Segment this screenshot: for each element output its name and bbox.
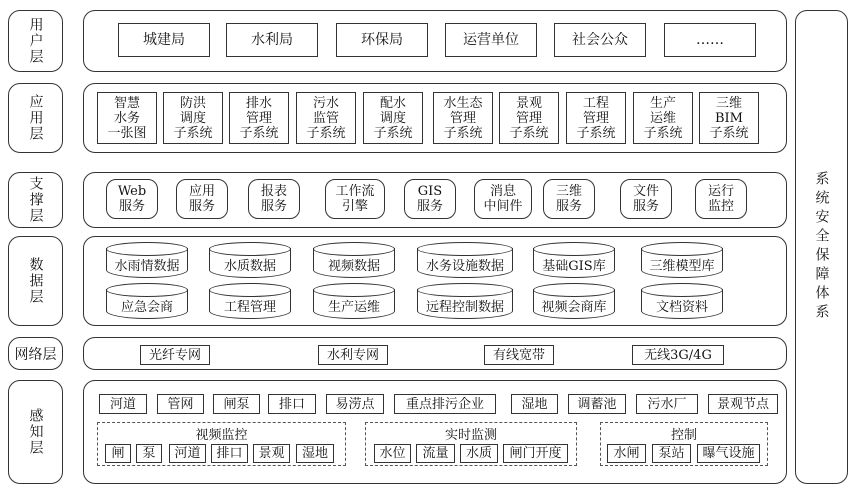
app-subsystem-box — [363, 92, 423, 144]
database-cylinder-top — [417, 242, 513, 256]
network-item: 无线3G/4G — [632, 345, 724, 365]
layer-label-support-text: 支撑层 — [27, 176, 44, 224]
database-cylinder — [417, 242, 513, 278]
perception-item: 管网 — [157, 394, 204, 414]
layer-label-network-text: 网络层 — [14, 346, 57, 363]
app-subsystem-line: 工程 — [582, 95, 609, 111]
perception-item: 排口 — [268, 394, 316, 414]
support-service-pill — [404, 179, 456, 219]
monitoring-group-item: 水位 — [374, 444, 411, 463]
network-item: 光纤专网 — [140, 345, 210, 365]
app-subsystem-line: 调度 — [179, 110, 206, 126]
database-cylinder-top — [533, 283, 615, 297]
app-subsystem-line: 污水 — [312, 95, 339, 111]
app-subsystem-box — [433, 92, 493, 144]
perception-item: 湿地 — [511, 394, 558, 414]
database-cylinder-top — [106, 283, 188, 297]
app-subsystem-line: 子系统 — [373, 125, 413, 141]
database-label: 远程控制数据 — [417, 289, 513, 319]
database-cylinder-top — [209, 283, 291, 297]
database-cylinder — [533, 242, 615, 278]
database-cylinder — [106, 283, 188, 319]
perception-item: 闸泵 — [213, 394, 260, 414]
layer-label-data — [8, 236, 63, 326]
perception-item: 景观节点 — [708, 394, 778, 414]
app-subsystem-line: 管理 — [515, 110, 542, 126]
user-item: …… — [664, 23, 756, 57]
perception-item: 河道 — [99, 394, 147, 414]
layer-label-perception — [8, 380, 63, 484]
support-service-line: 中间件 — [483, 199, 523, 214]
database-label: 视频数据 — [313, 248, 395, 278]
perception-item: 调蓄池 — [568, 394, 626, 414]
app-subsystem-line: 水务 — [113, 110, 140, 126]
app-subsystem-line: 监管 — [312, 110, 339, 126]
support-service-line: 服务 — [188, 199, 215, 214]
app-subsystem-line: 一张图 — [107, 125, 147, 141]
user-item: 社会公众 — [554, 23, 646, 57]
support-service-line: 监控 — [707, 199, 734, 214]
database-cylinder-top — [641, 283, 723, 297]
layer-label-data-text: 数据层 — [27, 257, 44, 305]
app-subsystem-box — [499, 92, 559, 144]
support-service-pill — [176, 179, 228, 219]
database-cylinder-top — [533, 242, 615, 256]
database-label: 水雨情数据 — [106, 248, 188, 278]
support-service-line: 服务 — [260, 199, 287, 214]
app-subsystem-line: 三维 — [715, 95, 742, 111]
support-service-line: 服务 — [118, 199, 145, 214]
database-cylinder — [641, 283, 723, 319]
security-system-text: 系统安全保障体系 — [813, 171, 830, 323]
perception-item: 重点排污企业 — [394, 394, 496, 414]
app-subsystem-line: 配水 — [379, 95, 406, 111]
app-subsystem-line: 子系统 — [239, 125, 279, 141]
perception-item: 易涝点 — [326, 394, 384, 414]
database-cylinder — [209, 283, 291, 319]
app-subsystem-line: 子系统 — [173, 125, 213, 141]
network-item: 水利专网 — [318, 345, 388, 365]
support-service-line: 服务 — [555, 199, 582, 214]
app-subsystem-box — [97, 92, 157, 144]
database-cylinder-top — [313, 242, 395, 256]
monitoring-group-item: 闸门开度 — [503, 444, 568, 463]
app-subsystem-line: 管理 — [582, 110, 609, 126]
monitoring-group-item: 排口 — [211, 444, 248, 463]
database-cylinder-top — [313, 283, 395, 297]
monitoring-group-item: 湿地 — [296, 444, 334, 463]
layer-label-support — [8, 172, 63, 228]
app-subsystem-line: 子系统 — [443, 125, 483, 141]
support-service-line: Web — [117, 184, 147, 199]
network-item: 有线宽带 — [484, 345, 554, 365]
support-service-line: 服务 — [632, 199, 659, 214]
app-subsystem-line: 子系统 — [643, 125, 683, 141]
support-service-line: 文件 — [632, 184, 659, 199]
support-service-line: GIS — [417, 184, 443, 199]
database-cylinder — [209, 242, 291, 278]
app-subsystem-line: 排水 — [245, 95, 272, 111]
support-service-line: 三维 — [555, 184, 582, 199]
database-label: 基础GIS库 — [533, 248, 615, 278]
monitoring-group-item: 泵站 — [652, 444, 691, 463]
support-service-line: 引擎 — [341, 199, 368, 214]
database-cylinder — [313, 242, 395, 278]
support-service-pill — [543, 179, 595, 219]
database-cylinder-top — [417, 283, 513, 297]
database-label: 水质数据 — [209, 248, 291, 278]
support-service-line: 工作流 — [335, 184, 375, 199]
layer-label-user-text: 用户层 — [27, 17, 44, 65]
user-item: 城建局 — [118, 23, 210, 57]
layer-label-app — [8, 83, 63, 153]
monitoring-group-item: 曝气设施 — [697, 444, 760, 463]
monitoring-group-item: 河道 — [169, 444, 206, 463]
app-subsystem-line: 生产 — [649, 95, 676, 111]
app-subsystem-line: 水生态 — [443, 95, 483, 111]
app-subsystem-box — [633, 92, 693, 144]
app-subsystem-box — [163, 92, 223, 144]
app-subsystem-line: 子系统 — [709, 125, 749, 141]
database-label: 文档资料 — [641, 289, 723, 319]
app-subsystem-box — [229, 92, 289, 144]
monitoring-group-item: 水质 — [460, 444, 498, 463]
perception-item: 污水厂 — [636, 394, 698, 414]
app-subsystem-box — [566, 92, 626, 144]
user-item: 运营单位 — [445, 23, 537, 57]
app-subsystem-line: 子系统 — [306, 125, 346, 141]
database-label: 三维模型库 — [641, 248, 723, 278]
user-item: 环保局 — [336, 23, 428, 57]
app-subsystem-line: 景观 — [515, 95, 542, 111]
monitoring-group-item: 水闸 — [607, 444, 646, 463]
database-label: 视频会商库 — [533, 289, 615, 319]
app-subsystem-line: 防洪 — [179, 95, 206, 111]
monitoring-group-item: 泵 — [136, 444, 162, 463]
monitoring-group-title: 视频监控 — [195, 427, 248, 443]
user-item: 水利局 — [226, 23, 318, 57]
monitoring-group-title: 控制 — [670, 427, 697, 443]
support-service-pill — [695, 179, 747, 219]
support-service-line: 应用 — [188, 184, 215, 199]
monitoring-group-item: 景观 — [253, 444, 290, 463]
database-cylinder-top — [209, 242, 291, 256]
layer-label-user — [8, 10, 63, 72]
layer-label-perception-text: 感知层 — [27, 408, 44, 456]
database-label: 水务设施数据 — [417, 248, 513, 278]
database-cylinder-top — [106, 242, 188, 256]
database-cylinder — [313, 283, 395, 319]
support-service-pill — [474, 179, 532, 219]
security-system-column — [795, 10, 848, 484]
app-subsystem-line: 管理 — [245, 110, 272, 126]
database-cylinder — [533, 283, 615, 319]
app-subsystem-line: 管理 — [449, 110, 476, 126]
app-subsystem-line: 智慧 — [113, 95, 140, 111]
app-subsystem-line: 调度 — [379, 110, 406, 126]
support-service-line: 运行 — [707, 184, 734, 199]
support-service-line: 消息 — [489, 184, 516, 199]
monitoring-group-title: 实时监测 — [444, 427, 497, 443]
layer-label-network — [8, 337, 63, 370]
database-cylinder — [417, 283, 513, 319]
support-service-pill — [325, 179, 385, 219]
layer-label-app-text: 应用层 — [27, 94, 44, 142]
support-service-pill — [620, 179, 672, 219]
support-service-line: 服务 — [416, 199, 443, 214]
app-subsystem-line: 运维 — [649, 110, 676, 126]
database-label: 生产运维 — [313, 289, 395, 319]
database-cylinder — [106, 242, 188, 278]
app-subsystem-line: BIM — [714, 110, 743, 126]
database-label: 应急会商 — [106, 289, 188, 319]
monitoring-group-item: 闸 — [105, 444, 131, 463]
support-service-line: 报表 — [260, 184, 287, 199]
app-subsystem-line: 子系统 — [576, 125, 616, 141]
support-service-pill — [106, 179, 158, 219]
database-label: 工程管理 — [209, 289, 291, 319]
app-subsystem-box — [296, 92, 356, 144]
app-subsystem-line: 子系统 — [509, 125, 549, 141]
database-cylinder-top — [641, 242, 723, 256]
support-service-pill — [248, 179, 300, 219]
monitoring-group-item: 流量 — [416, 444, 455, 463]
database-cylinder — [641, 242, 723, 278]
app-subsystem-box — [699, 92, 759, 144]
